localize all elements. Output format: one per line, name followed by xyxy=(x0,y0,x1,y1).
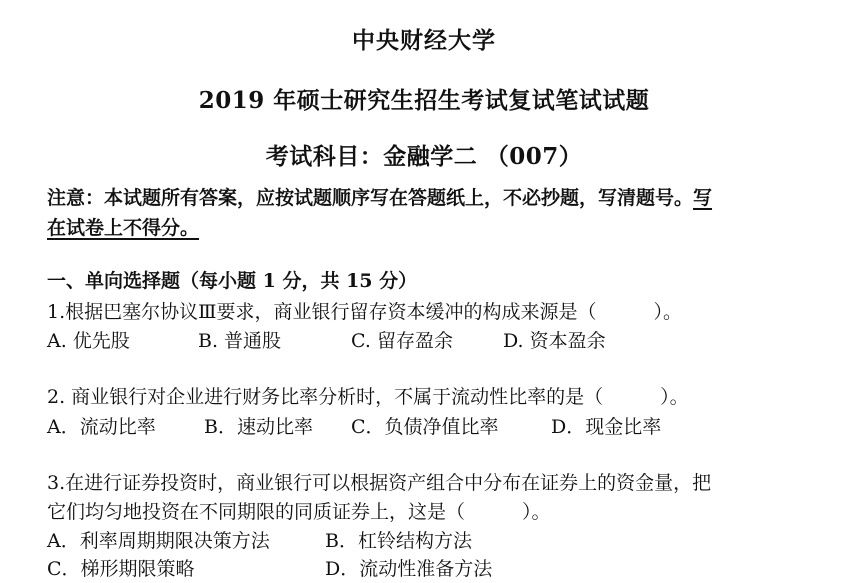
question-3-option-c: C．梯形期限策略 xyxy=(47,558,195,580)
university-title: 中央财经大学 xyxy=(352,27,496,54)
question-3-stem-line-2: 它们均匀地投资在不同期限的同质证券上，这是（ ）。 xyxy=(47,501,551,523)
exam-subject: 考试科目：金融学二 （007） xyxy=(265,143,583,170)
question-2-option-b: B．速动比率 xyxy=(204,416,313,438)
notice-underlined-start: 写 xyxy=(693,187,713,209)
question-2-option-d: D．现金比率 xyxy=(551,416,662,438)
question-2-option-c: C．负债净值比率 xyxy=(351,416,499,438)
question-2-stem: 2. 商业银行对企业进行财务比率分析时，不属于流动性比率的是（ ）。 xyxy=(47,386,689,408)
notice-text: 注意：本试题所有答案，应按试题顺序写在答题纸上，不必抄题，写清题号。 xyxy=(47,187,694,209)
question-1-option-b: B. 普通股 xyxy=(198,330,282,352)
question-1-option-c: C. 留存盈余 xyxy=(351,330,453,352)
question-3-option-b: B．杠铃结构方法 xyxy=(325,530,472,552)
question-1-option-d: D. 资本盈余 xyxy=(503,330,606,352)
question-1-option-a: A. 优先股 xyxy=(47,330,130,352)
section-title: 一、单向选择题（每小题 1 分，共 15 分） xyxy=(47,270,418,292)
notice-line-2 xyxy=(47,213,199,240)
notice-line-1 xyxy=(47,183,712,210)
question-3-option-d: D．流动性准备方法 xyxy=(325,558,493,580)
exam-title: 2019 年硕士研究生招生考试复试笔试试题 xyxy=(198,87,650,114)
question-2-option-a: A．流动比率 xyxy=(47,416,156,438)
question-1-stem: 1.根据巴塞尔协议Ⅲ要求，商业银行留存资本缓冲的构成来源是（ ）。 xyxy=(47,301,682,323)
question-3-stem-line-1: 3.在进行证券投资时，商业银行可以根据资产组合中分布在证券上的资金量，把 xyxy=(47,472,712,494)
notice-underlined-end: 在试卷上不得分。 xyxy=(47,217,200,239)
question-3-option-a: A．利率周期期限决策方法 xyxy=(47,530,270,552)
